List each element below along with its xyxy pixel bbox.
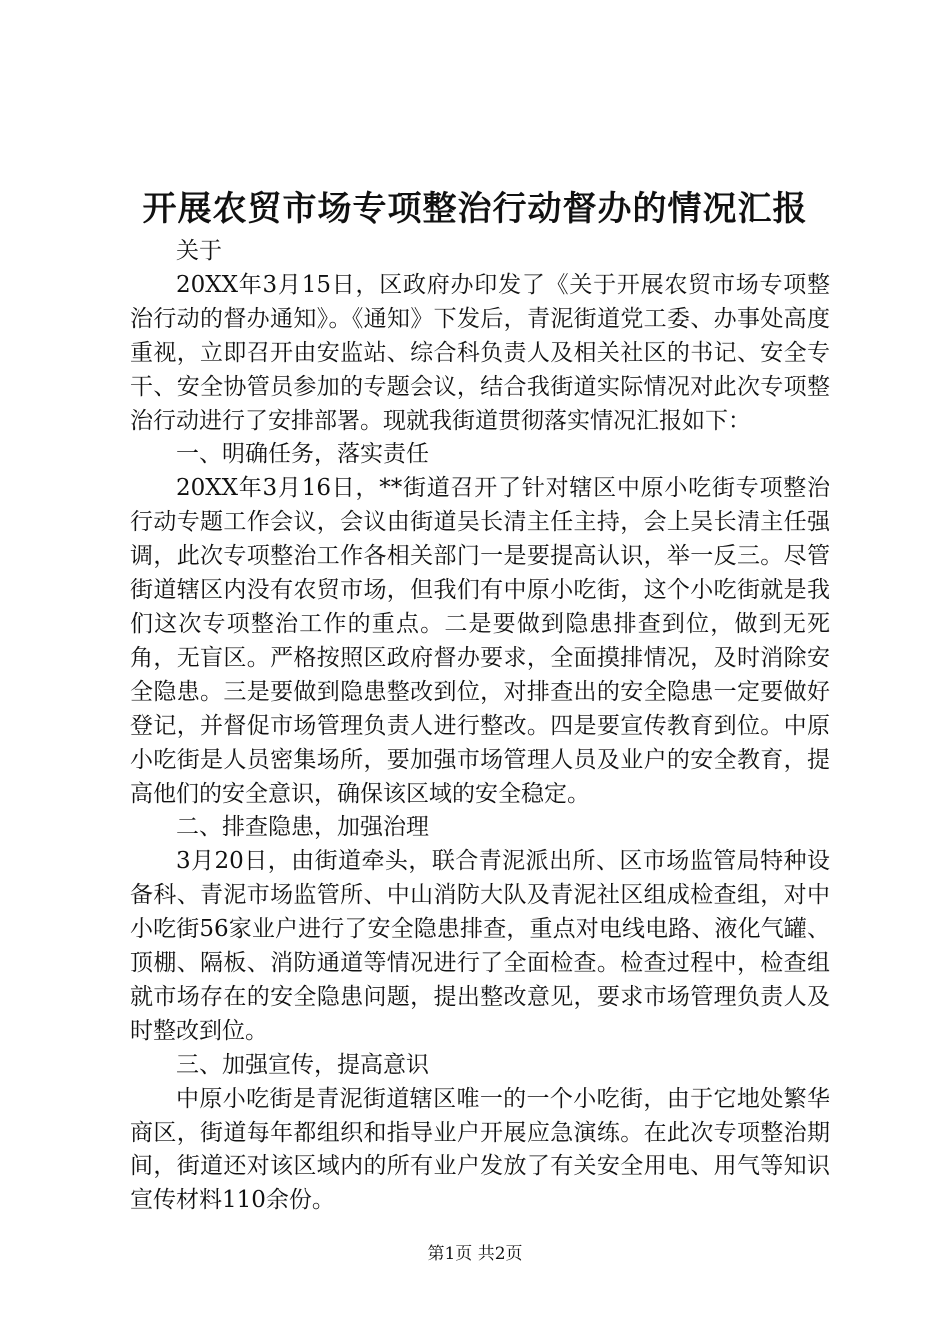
section-paragraph-3: 中原小吃街是青泥街道辖区唯一的一个小吃街，由于它地处繁华商区，街道每年都组织和指导业户开展应急演练。在此次专项整治期间，街道还对该区域内的所有业户发放了有关安全用电、用气等知识宣传材料110余份。 [130,1085,830,1214]
document-body [130,235,830,1218]
intro-paragraph: 20XX年3月15日，区政府办印发了《关于开展农贸市场专项整治行动的督办通知》。《通知》下发后，青泥街道党工委、办事处高度重视，立即召开由安监站、综合科负责人及相关社区的书记、安全专干、安全协管员参加的专题会议，结合我街道实际情况对此次专项整治行动进行了安排部署。现就我街道贯彻落实情况汇报如下： [130,271,830,434]
intro-word: 关于 [176,238,222,264]
page-number: 第1页 共2页 [427,1244,523,1264]
section-heading-1: 一、明确任务，落实责任 [176,441,429,468]
section-paragraph-2: 3月20日，由街道牵头，联合青泥派出所、区市场监管局特种设备科、青泥市场监管所、中山消防大队及青泥社区组成检查组，对中小吃街56家业户进行了安全隐患排查，重点对电线电路、液化气罐、顶棚、隔板、消防通道等情况进行了全面检查。检查过程中，检查组就市场存在的安全隐患问题，提出整改意见，要求市场管理负责人及时整改到位。 [130,848,830,1044]
section-paragraph-1: 20XX年3月16日，**街道召开了针对辖区中原小吃街专项整治行动专题工作会议，会议由街道吴长清主任主持，会上吴长清主任强调，此次专项整治工作各相关部门一是要提高认识，举一反三。尽管街道辖区内没有农贸市场，但我们有中原小吃街，这个小吃街就是我们这次专项整治工作的重点。二是要做到隐患排查到位，做到无死角，无盲区。严格按照区政府督办要求，全面摸排情况，及时消除安全隐患。三是要做到隐患整改到位，对排查出的安全隐患一定要做好登记，并督促市场管理负责人进行整改。四是要宣传教育到位。中原小吃街是人员密集场所，要加强市场管理人员及业户的安全教育，提高他们的安全意识，确保该区域的安全稳定。 [130,475,830,807]
section-heading-2: 二、排查隐患，加强治理 [176,814,429,841]
document-title: 开展农贸市场专项整治行动督办的情况汇报 [142,189,808,229]
section-heading-3: 三、加强宣传，提高意识 [176,1051,429,1078]
